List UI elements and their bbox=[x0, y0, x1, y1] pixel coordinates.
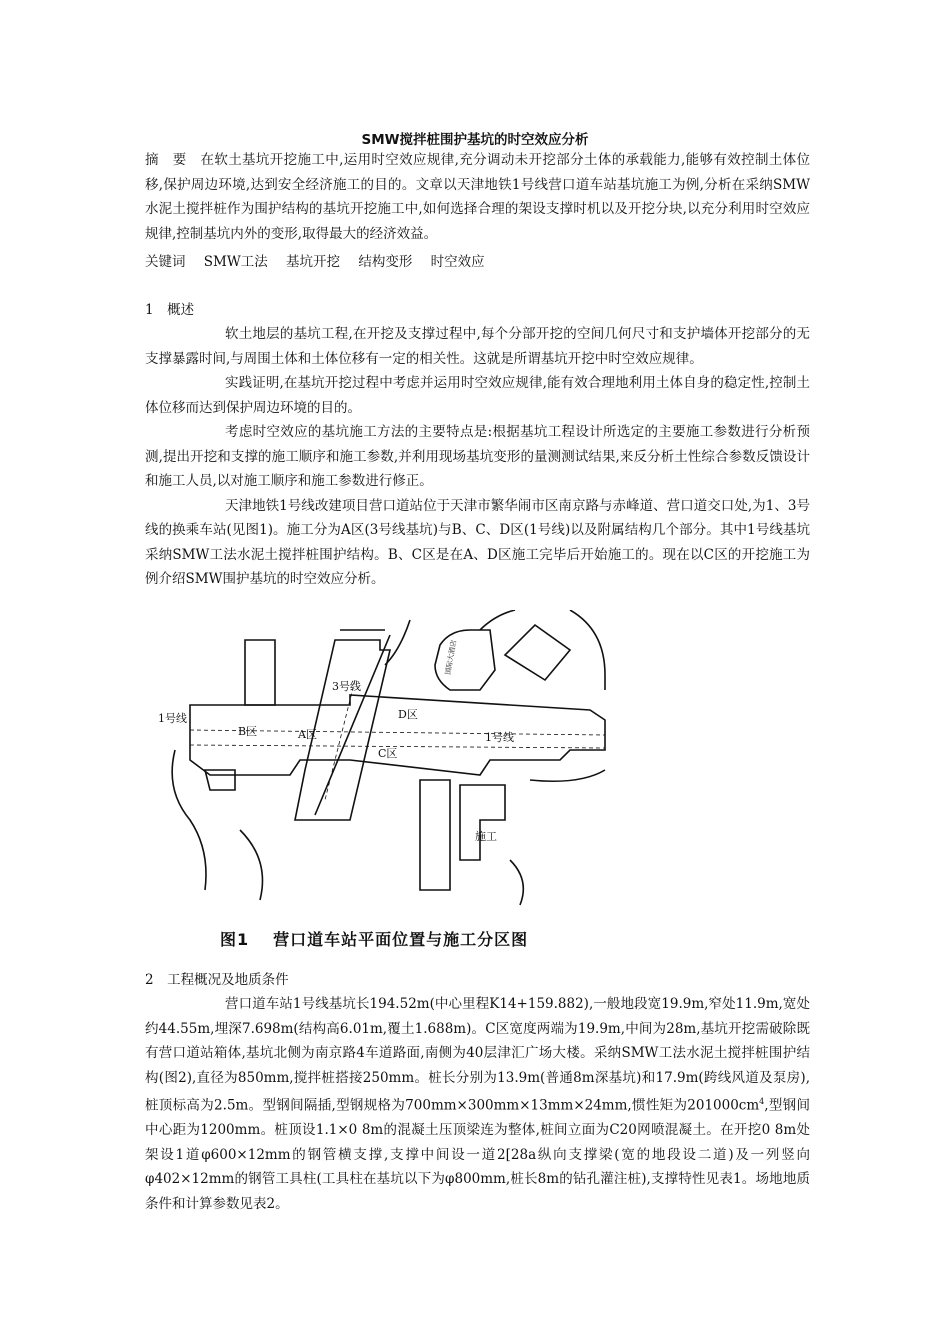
label-zone-d: D区 bbox=[398, 708, 418, 721]
keyword: SMW工法 bbox=[203, 254, 268, 270]
site-plan-figure bbox=[150, 610, 610, 910]
label-building: 国际大酒店 bbox=[444, 639, 459, 676]
paragraph-part: ,型钢间中心距为1200mm。桩顶设1.1×0 8m的混凝土压顶梁连为整体,桩间立面为C20网喷混凝土。在开挖0 8m处架设1道φ600×12mm的钢管横支撑,支撑中间设一道2[28a纵向支撑梁(宽的地段设二道)及一列竖向φ402×12mm的钢管工具柱(工具柱在基坑以下为φ800mm,桩长8m的钻孔灌注桩),支撑特性见表1。场地地质条件和计算参数见表2。 bbox=[145, 1097, 810, 1212]
label-line1-left: 1号线 bbox=[158, 712, 187, 725]
section-2-heading: 2 工程概况及地质条件 bbox=[145, 972, 289, 988]
section-1-body bbox=[145, 322, 810, 592]
label-zone-a: A区 bbox=[298, 728, 317, 741]
paragraph: 天津地铁1号线改建项目营口道站位于天津市繁华闹市区南京路与赤峰道、营口道交口处,为1、3号线的换乘车站(见图1)。施工分为A区(3号线基坑)与B、C、D区(1号线)以及附属结构几个部分。其中1号线基坑采纳SMW工法水泥土搅拌桩围护结构。B、C区是在A、D区施工完毕后开始施工的。现在以C区的开挖施工为例介绍SMW围护基坑的时空效应分析。 bbox=[145, 497, 810, 587]
figure-number: 图1 bbox=[220, 930, 250, 949]
paper-title: SMW搅拌桩围护基坑的时空效应分析 bbox=[361, 132, 589, 148]
figure-caption bbox=[220, 927, 528, 950]
paragraph: 考虑时空效应的基坑施工方法的主要特点是:根据基坑工程设计所选定的主要施工参数进行分析预测,提出开挖和支撑的施工顺序和施工参数,并利用现场基坑变形的量测测试结果,来反分析土性综合参数反馈设计和施工人员,以对施工顺序和施工参数进行修正。 bbox=[145, 424, 810, 489]
keyword: 时空效应 bbox=[430, 254, 485, 270]
keyword: 结构变形 bbox=[358, 254, 413, 270]
paragraph bbox=[145, 992, 810, 1216]
keywords bbox=[145, 250, 810, 275]
keywords-label: 关键词 bbox=[145, 254, 186, 270]
section-2-body bbox=[145, 992, 810, 1216]
paragraph-part: 营口道车站1号线基坑长194.52m(中心里程K14+159.882),一般地段宽19.9m,窄处11.9m,宽处约44.55m,埋深7.698m(结构高6.01m,覆土1.688m)。C区宽度两端为19.9m,中间为28m,基坑开挖需破除既有营口道站箱体,基坑北侧为南京路4车道路面,南侧为40层津汇广场大楼。采纳SMW工法水泥土搅拌桩围护结构(图2),直径为850mm,搅拌桩搭接250mm。桩长分别为13.9m(普通8m深基坑)和17.9m(跨线风道及泵房),桩顶标高为2.5m。型钢间隔插,型钢规格为700mm×300mm×13mm×24mm,惯性矩为201000cm bbox=[145, 996, 810, 1114]
label-site: 施工 bbox=[475, 830, 497, 843]
paragraph: 软土地层的基坑工程,在开挖及支撑过程中,每个分部开挖的空间几何尺寸和支护墙体开挖部分的无支撑暴露时间,与周围土体和土体位移有一定的相关性。这就是所谓基坑开挖中时空效应规律。 bbox=[145, 326, 810, 367]
label-zone-b: B区 bbox=[238, 725, 258, 738]
figure-caption-text: 营口道车站平面位置与施工分区图 bbox=[273, 930, 529, 949]
abstract bbox=[145, 148, 810, 246]
abstract-label: 摘 要 bbox=[145, 152, 187, 168]
label-line3: 3号线 bbox=[332, 680, 361, 693]
keyword: 基坑开挖 bbox=[286, 254, 341, 270]
paragraph: 实践证明,在基坑开挖过程中考虑并运用时空效应规律,能有效合理地利用土体自身的稳定性,控制土体位移而达到保护周边环境的目的。 bbox=[145, 375, 810, 416]
superscript: 4 bbox=[759, 1097, 765, 1106]
abstract-text: 在软土基坑开挖施工中,运用时空效应规律,充分调动未开挖部分土体的承载能力,能够有效控制土体位移,保护周边环境,达到安全经济施工的目的。文章以天津地铁1号线营口道车站基坑施工为例,分析在采纳SMW水泥土搅拌桩作为围护结构的基坑开挖施工中,如何选择合理的架设支撑时机以及开挖分块,以充分利用时空效应规律,控制基坑内外的变形,取得最大的经济效益。 bbox=[145, 152, 811, 242]
label-zone-c: C区 bbox=[378, 747, 398, 760]
section-1-heading: 1 概述 bbox=[145, 302, 195, 318]
label-line1-right: 1号线 bbox=[485, 731, 514, 744]
